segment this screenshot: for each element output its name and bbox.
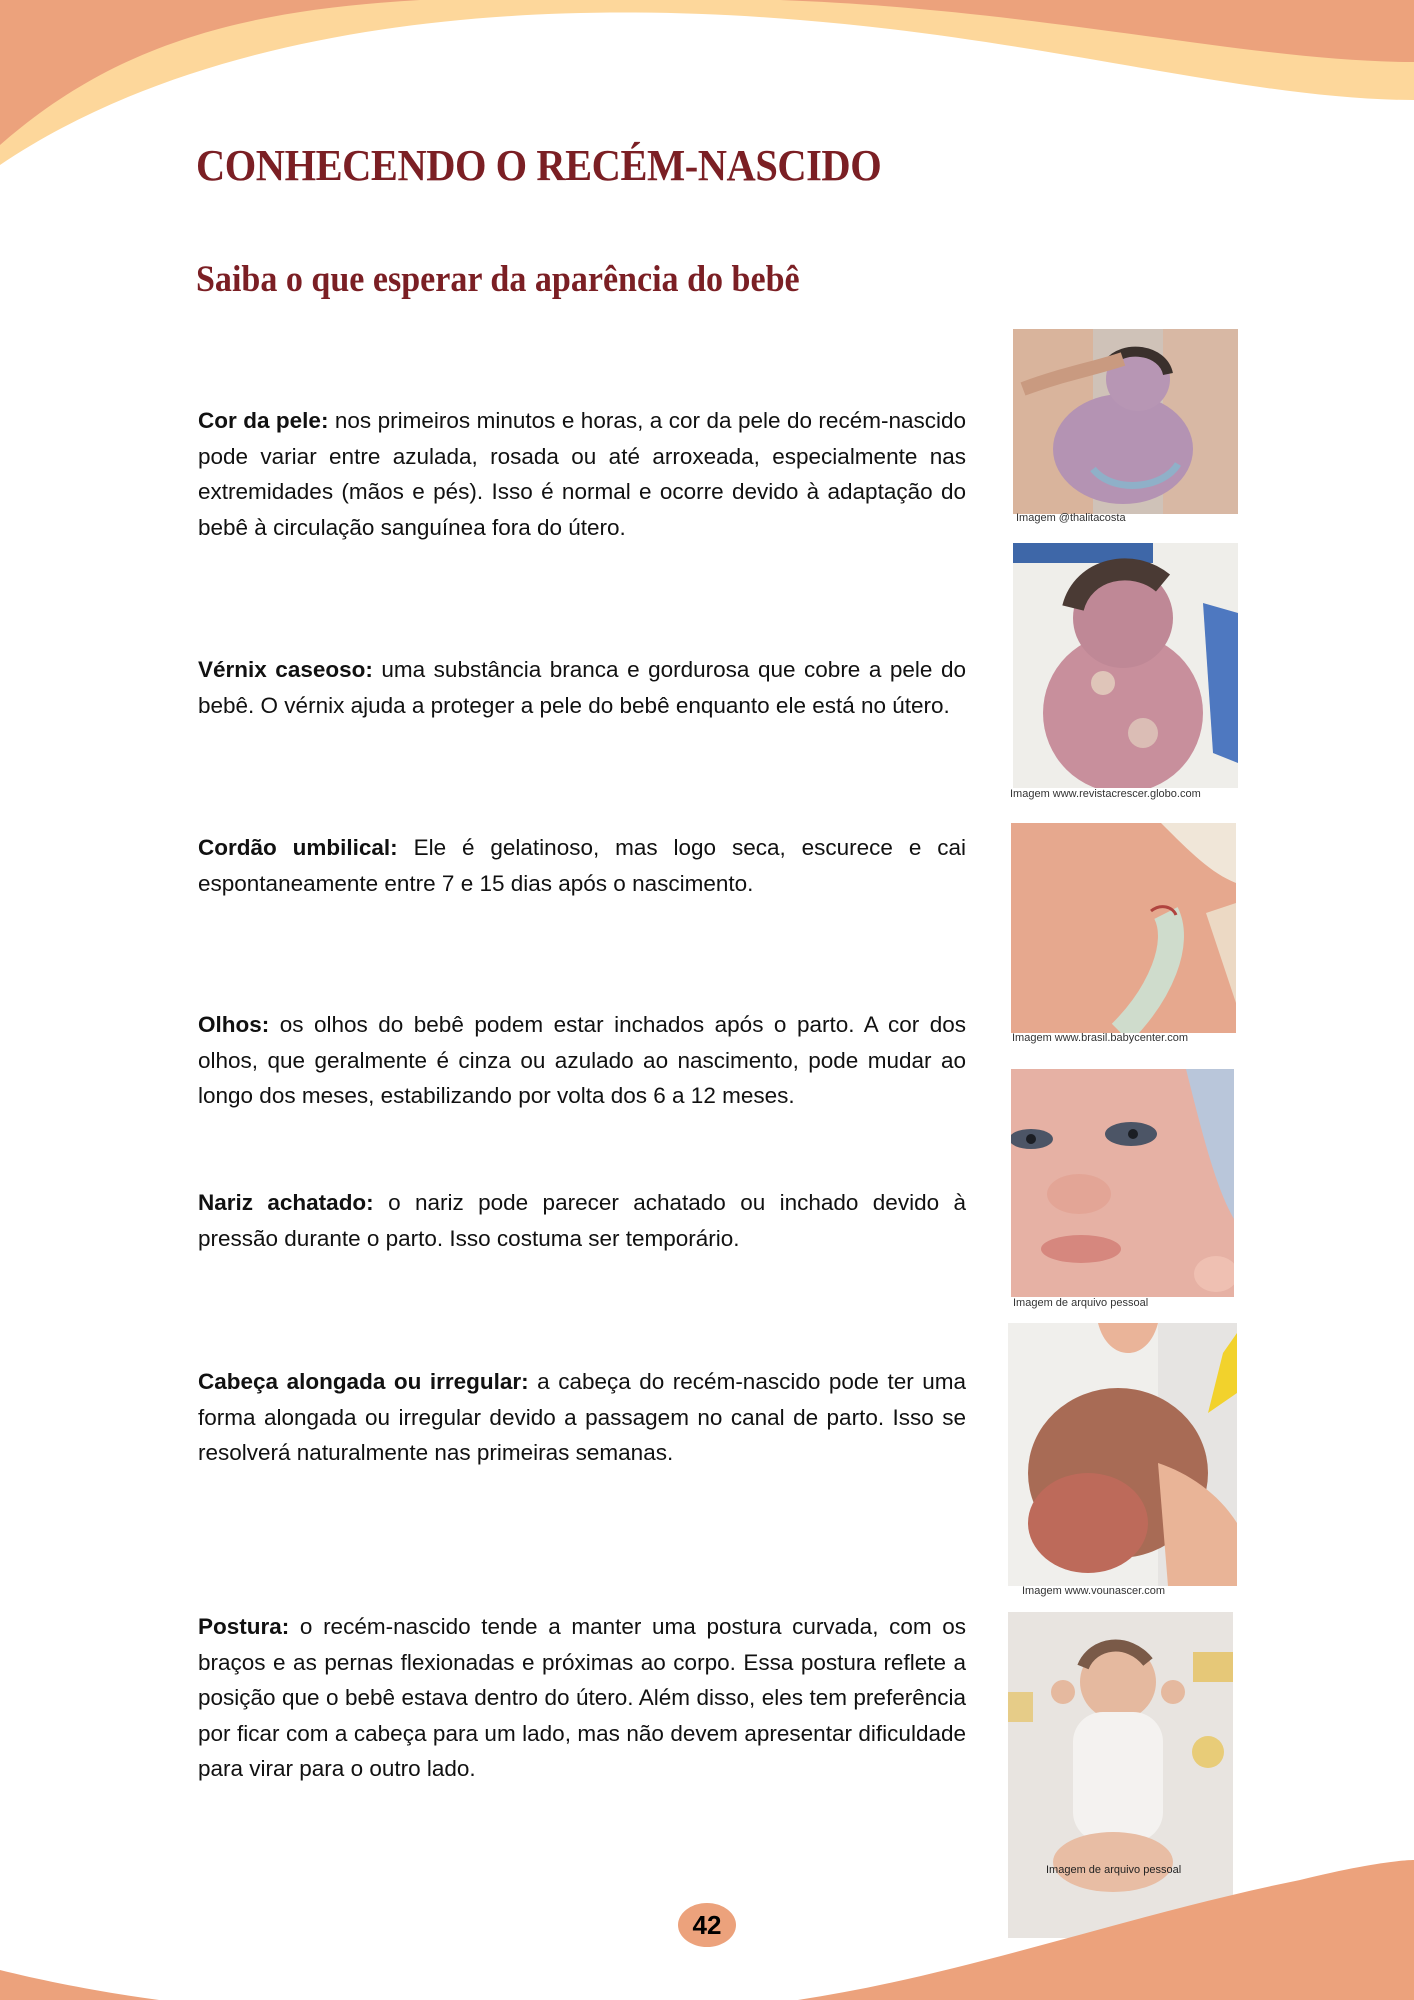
paragraph-umbilical-cord: Cordão umbilical: Ele é gelatinoso, mas logo seca, escurece e cai espontaneamente entre 7 e 15 dias após o nascimento. — [198, 835, 966, 896]
photo-newborn-face — [1011, 1069, 1234, 1297]
page-number-badge: 42 — [678, 1903, 736, 1947]
page-subtitle: Saiba o que esperar da aparência do bebê — [196, 259, 800, 300]
term-umbilical-cord: Cordão umbilical: — [198, 835, 398, 860]
term-vernix: Vérnix caseoso: — [198, 657, 373, 682]
photo-caption: Imagem www.brasil.babycenter.com — [1012, 1032, 1189, 1044]
photo-umbilical-cord — [1011, 823, 1236, 1033]
photo-caption: Imagem www.revistacrescer.globo.com — [1010, 788, 1201, 800]
photo-caption: Imagem @thalitacosta — [1016, 512, 1126, 524]
paragraph-flat-nose: Nariz achatado: o nariz pode parecer achatado ou inchado devido à pressão durante o parto. Isso costuma ser temporário. — [198, 1190, 966, 1251]
photo-newborn-skin-color — [1013, 329, 1238, 514]
page-title: CONHECENDO O RECÉM-NASCIDO — [196, 141, 882, 190]
paragraph-vernix: Vérnix caseoso: uma substância branca e gordurosa que cobre a pele do bebê. O vérnix ajuda a proteger a pele do bebê enquanto ele está no útero. — [198, 657, 966, 718]
photo-newborn-head-shape — [1008, 1323, 1237, 1586]
paragraph-posture: Postura: o recém-nascido tende a manter uma postura curvada, com os braços e as pernas flexionadas e próximas ao corpo. Essa postura reflete a posição que o bebê estava dentro do útero. Além disso, eles tem preferência por ficar com a cabeça para um lado, mas não devem apresentar dificuldade para virar para o outro lado. — [198, 1614, 966, 1781]
term-head-shape: Cabeça alongada ou irregular: — [198, 1369, 529, 1394]
term-flat-nose: Nariz achatado: — [198, 1190, 374, 1215]
paragraph-eyes: Olhos: os olhos do bebê podem estar inchados após o parto. A cor dos olhos, que geralmente é cinza ou azulado ao nascimento, pode mudar ao longo dos meses, estabilizando por volta dos 6 a 12 meses. — [198, 1012, 966, 1108]
photo-caption: Imagem de arquivo pessoal — [1013, 1297, 1149, 1309]
paragraph-skin-color: Cor da pele: nos primeiros minutos e horas, a cor da pele do recém-nascido pode variar entre azulada, rosada ou até arroxeada, especialmente nas extremidades (mãos e pés). Isso é normal e ocorre devido à adaptação do bebê à circulação sanguínea fora do útero. — [198, 408, 966, 540]
photo-newborn-vernix — [1013, 543, 1238, 788]
term-skin-color: Cor da pele: — [198, 408, 329, 433]
term-posture: Postura: — [198, 1614, 290, 1639]
paragraph-head-shape: Cabeça alongada ou irregular: a cabeça do recém-nascido pode ter uma forma alongada ou irregular devido a passagem no canal de parto. Isso se resolverá naturalmente nas primeiras semanas. — [198, 1369, 966, 1465]
photo-caption: Imagem de arquivo pessoal — [1046, 1864, 1182, 1876]
photo-caption: Imagem www.vounascer.com — [1022, 1585, 1166, 1597]
term-eyes: Olhos: — [198, 1012, 270, 1037]
